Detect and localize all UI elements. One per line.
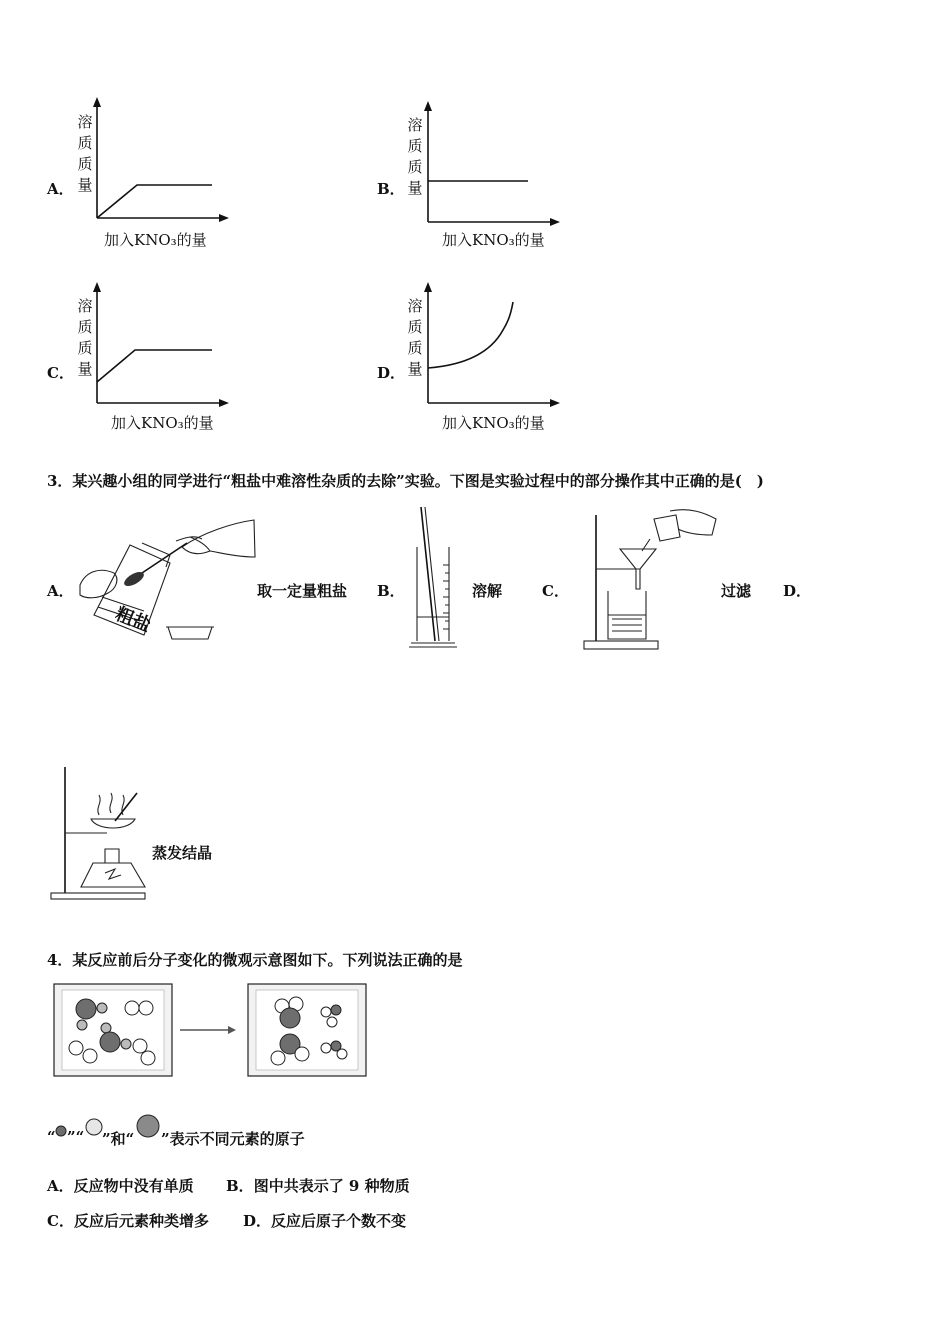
graph-c-curve [97,350,212,382]
q4-reaction-diagram [52,982,372,1082]
q4-option-a-label: A． [47,1177,74,1195]
q3-option-b-figure [405,505,465,650]
spoon-handle [142,543,187,573]
graph-d-curve [428,302,513,368]
graph-a-label: A． [47,180,74,198]
legend-quote-2: ”“ [67,1128,85,1146]
glass-rod [421,507,435,641]
q3-option-c-caption: 过滤 [721,582,752,600]
stand-base [584,641,658,649]
evap-dish [91,819,135,828]
pour-beaker [654,515,680,541]
graph-b-plot [421,99,571,229]
graph-d-x-arrow [550,399,560,407]
q3-option-c-label: C． [542,582,569,600]
q3-option-c-figure [580,505,720,650]
graph-d-plot [421,280,571,410]
graph-d-y-arrow [424,282,432,292]
legend-large-atom [136,1114,160,1138]
q4-option-b-text: 图中共表示了 9 种物质 [253,1177,410,1195]
q4-option-d [243,1210,406,1231]
cylinder-marks [443,565,449,629]
q4-legend [47,1114,447,1148]
graph-c-y-arrow [93,282,101,292]
graph-b-xlabel: 加入KNO₃的量 [442,231,545,249]
q4-option-a [47,1175,194,1196]
q3-option-a-caption: 取一定量粗盐 [257,582,348,600]
q4-stem: 4．某反应前后分子变化的微观示意图如下。下列说法正确的是 [47,951,463,969]
after-large-atom-1 [280,1008,300,1028]
q3-stem: 3．某兴趣小组的同学进行“粗盐中难溶性杂质的去除”实验。下图是实验过程中的部分操作其中正确的是( ) [47,472,764,490]
graph-a-curve [97,185,212,218]
graph-b-y-arrow [424,101,432,111]
dish [168,627,212,639]
q4-option-c-label: C． [47,1212,74,1230]
q3-option-d-figure [45,763,155,903]
alcohol-lamp [81,863,145,887]
legend-quote-3: ”和“ [102,1130,135,1148]
q3-option-b-caption: 溶解 [472,582,503,600]
q4-option-c-text: 反应后元素种类增多 [73,1212,209,1230]
graph-d-ylabel: 溶 质 质 量 [407,297,423,378]
legend-quote-1: “ [47,1128,56,1146]
graph-c-x-arrow [219,399,229,407]
graph-c-ylabel: 溶 质 质 量 [77,297,93,378]
evap-stand-base [51,893,145,899]
evap-glass-rod [115,793,137,821]
steam [98,793,124,815]
q3-option-d-caption: 蒸发结晶 [152,844,213,862]
legend-text: ”表示不同元素的原子 [161,1130,305,1148]
bottle-label: 粗盐 [112,603,154,637]
graph-a-plot [90,95,240,225]
graph-a-xlabel: 加入KNO₃的量 [104,231,207,249]
graph-b-ylabel: 溶 质 质 量 [407,116,423,197]
graph-b-label: B． [377,180,405,198]
q3-option-d-label: D． [783,582,812,600]
hand-left [80,570,117,597]
legend-white-atom [84,1117,104,1137]
graph-a-y-arrow [93,97,101,107]
graph-d-label: D． [377,364,406,382]
q4-option-a-text: 反应物中没有单质 [73,1177,194,1195]
q4-option-b-label: B． [226,1177,254,1195]
graph-b-x-arrow [550,218,560,226]
q3-option-a-figure [72,515,257,645]
before-large-atom-2 [100,1032,120,1052]
graph-c-xlabel: 加入KNO₃的量 [111,414,214,432]
q4-option-d-label: D． [243,1212,272,1230]
before-large-atom-1 [76,999,96,1019]
graph-c-label: C． [47,364,74,382]
q4-option-c [47,1210,209,1231]
q3-option-a-label: A． [47,582,74,600]
q3-option-b-label: B． [377,582,405,600]
graph-a-x-arrow [219,214,229,222]
q4-option-b [226,1175,410,1196]
graph-d-xlabel: 加入KNO₃的量 [442,414,545,432]
q4-option-d-text: 反应后原子个数不变 [271,1212,407,1230]
graph-a-ylabel: 溶 质 质 量 [77,113,93,194]
graph-c-plot [90,280,240,410]
